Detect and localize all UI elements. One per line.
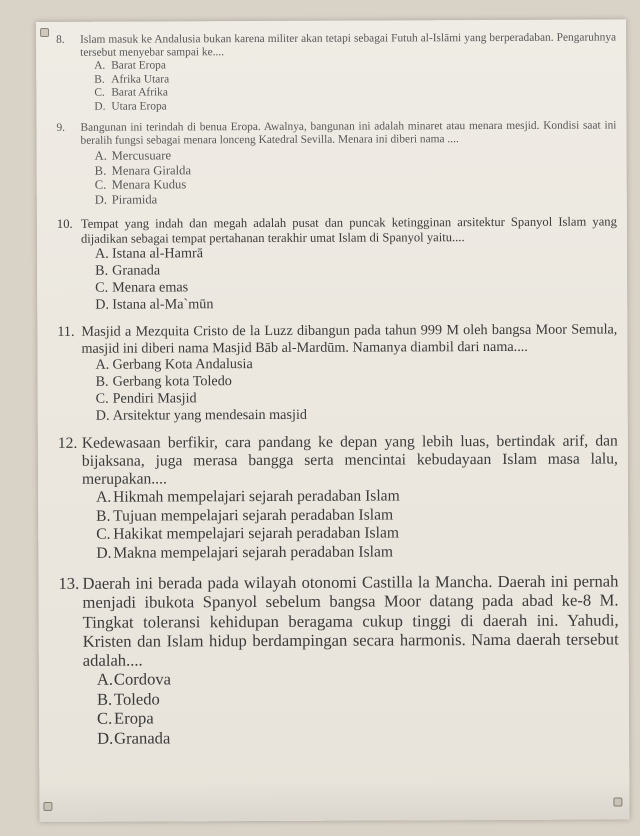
answer-option[interactable] xyxy=(96,505,618,526)
answer-options xyxy=(58,487,618,563)
question-number: 9. xyxy=(56,122,66,135)
option-text: Hakikat mempelajari sejarah peradaban Islam xyxy=(113,524,400,543)
answer-options xyxy=(56,58,616,114)
question-10 xyxy=(57,215,617,314)
question-stem xyxy=(56,31,616,60)
worksheet-page xyxy=(36,19,629,822)
answer-option[interactable] xyxy=(95,294,617,313)
question-text: Masjid a Mezquita Cristo de la Luzz dibangun pada tahun 999 M oleh bangsa Moor Semula, masjid ini diberi nama Masjid Bāb al-Mardūm. Namanya diambil dari nama.... xyxy=(81,321,618,357)
question-stem xyxy=(58,572,618,671)
option-letter: A. xyxy=(96,669,114,689)
option-text: Mercusuare xyxy=(111,148,172,163)
option-letter: C. xyxy=(95,279,109,296)
question-text: Bangunan ini terindah di benua Eropa. Awalnya, bangunan ini adalah minaret atau menara mesjid. Kondisi saat ini beralih fungsi sebagai menara lonceng Katedral Sevilla. Menara ini diberi nama .... xyxy=(80,119,617,148)
option-text: Istana al-Hamrā xyxy=(111,245,204,262)
option-letter: D. xyxy=(94,192,108,208)
question-stem xyxy=(58,433,618,490)
option-text: Menara emas xyxy=(112,279,189,296)
answer-option[interactable] xyxy=(97,687,619,709)
option-letter: A. xyxy=(96,489,112,507)
answer-options xyxy=(57,146,617,208)
question-9 xyxy=(56,120,616,208)
option-letter: D. xyxy=(95,407,110,424)
option-text: Menara Giralda xyxy=(111,162,192,178)
option-letter: C. xyxy=(96,525,111,544)
option-letter: B. xyxy=(95,373,109,390)
option-text: Piramida xyxy=(111,192,158,207)
answer-option[interactable] xyxy=(96,524,618,545)
question-13 xyxy=(58,572,619,749)
answer-option[interactable] xyxy=(96,487,618,508)
question-text: Kedewasaan berfikir, cara pandang ke depan yang lebih luas, bertindak arif, dan bijaksana, juga merasa bangga serta mencintai kebudayaan Islam masa lalu, merupakan.... xyxy=(81,432,618,489)
question-text: Daerah ini berada pada wilayah otonomi Castilla la Mancha. Daerah ini pernah menjadi ibukota Spanyol sebelum bangsa Moor datang pada abad ke-8 M. Tingkat toleransi kehidupan beragama cukup tinggi di daerah ini. Yahudi, Kristen dan Islam hidup berdampingan secara harmonis. Nama daerah tersebut adalah.... xyxy=(82,571,619,670)
option-letter: D. xyxy=(96,544,112,562)
option-text: Hikmah mempelajari sejarah peradaban Islam xyxy=(113,487,400,507)
question-11 xyxy=(57,322,617,424)
option-text: Istana al-Ma`mūn xyxy=(112,295,214,313)
answer-option[interactable] xyxy=(97,668,619,690)
option-letter: A. xyxy=(95,356,110,373)
answer-option[interactable] xyxy=(96,405,618,424)
option-letter: A. xyxy=(94,148,107,163)
option-text: Pendiri Masjid xyxy=(112,390,197,407)
question-stem xyxy=(57,322,617,357)
question-number: 13. xyxy=(58,573,80,593)
option-letter: B. xyxy=(95,262,109,279)
answer-options xyxy=(57,244,617,313)
option-letter: B. xyxy=(96,507,111,525)
option-text: Gerbang kota Toledo xyxy=(112,373,232,390)
question-number: 11. xyxy=(57,324,75,341)
option-letter: A. xyxy=(94,60,106,73)
option-letter: C. xyxy=(94,178,107,193)
option-letter: C. xyxy=(94,87,105,100)
option-text: Menara Kudus xyxy=(111,177,187,193)
option-text: Arsitektur yang mendesain masjid xyxy=(112,406,307,424)
question-number: 8. xyxy=(56,33,65,46)
answer-option[interactable] xyxy=(96,542,618,563)
option-text: Barat Eropa xyxy=(111,59,166,73)
answer-options xyxy=(59,668,619,749)
option-text: Barat Afrika xyxy=(111,86,168,100)
option-text: Granada xyxy=(112,262,161,279)
answer-options xyxy=(57,355,617,424)
binder-hole-top-left xyxy=(40,28,49,37)
option-letter: B. xyxy=(94,163,107,178)
question-number: 10. xyxy=(56,216,73,232)
option-text: Tujuan mempelajari sejarah peradaban Islam xyxy=(113,506,394,525)
question-12 xyxy=(58,433,619,563)
option-text: Utara Eropa xyxy=(111,100,167,113)
option-text: Afrika Utara xyxy=(111,73,170,86)
answer-option[interactable] xyxy=(97,726,619,748)
option-text: Makna mempelajari sejarah peradaban Islam xyxy=(113,543,394,562)
answer-option[interactable] xyxy=(97,707,619,729)
option-text: Eropa xyxy=(113,708,154,729)
option-letter: A. xyxy=(94,245,109,263)
answer-option[interactable] xyxy=(94,98,616,114)
option-letter: C. xyxy=(96,709,113,729)
option-text: Toledo xyxy=(113,689,160,709)
question-text: Tempat yang indah dan megah adalah pusat dan puncak ketingginan arsitektur Spanyol Islam yang dijadikan sebagai tempat pertahanan terakhir umat Islam di Spanyol yaitu.... xyxy=(80,214,617,246)
question-stem xyxy=(56,120,616,149)
page-shadow xyxy=(39,779,629,822)
option-letter: C. xyxy=(95,390,109,407)
question-text: Islam masuk ke Andalusia bukan karena militer akan tetapi sebagai Futuh al-Islāmi yang berperadaban. Pengaruhnya tersebut menyebar sampai ke.... xyxy=(80,31,617,60)
option-letter: B. xyxy=(94,73,105,86)
question-8 xyxy=(56,31,616,114)
option-letter: D. xyxy=(97,728,114,748)
answer-option[interactable] xyxy=(95,191,617,208)
option-text: Granada xyxy=(114,728,171,748)
option-text: Cordova xyxy=(113,669,172,689)
option-text: Gerbang Kota Andalusia xyxy=(112,356,253,373)
question-stem xyxy=(57,215,617,247)
question-list xyxy=(56,31,619,748)
question-number: 12. xyxy=(57,435,78,453)
option-letter: D. xyxy=(94,100,106,113)
option-letter: D. xyxy=(95,296,110,313)
option-letter: B. xyxy=(96,689,113,709)
